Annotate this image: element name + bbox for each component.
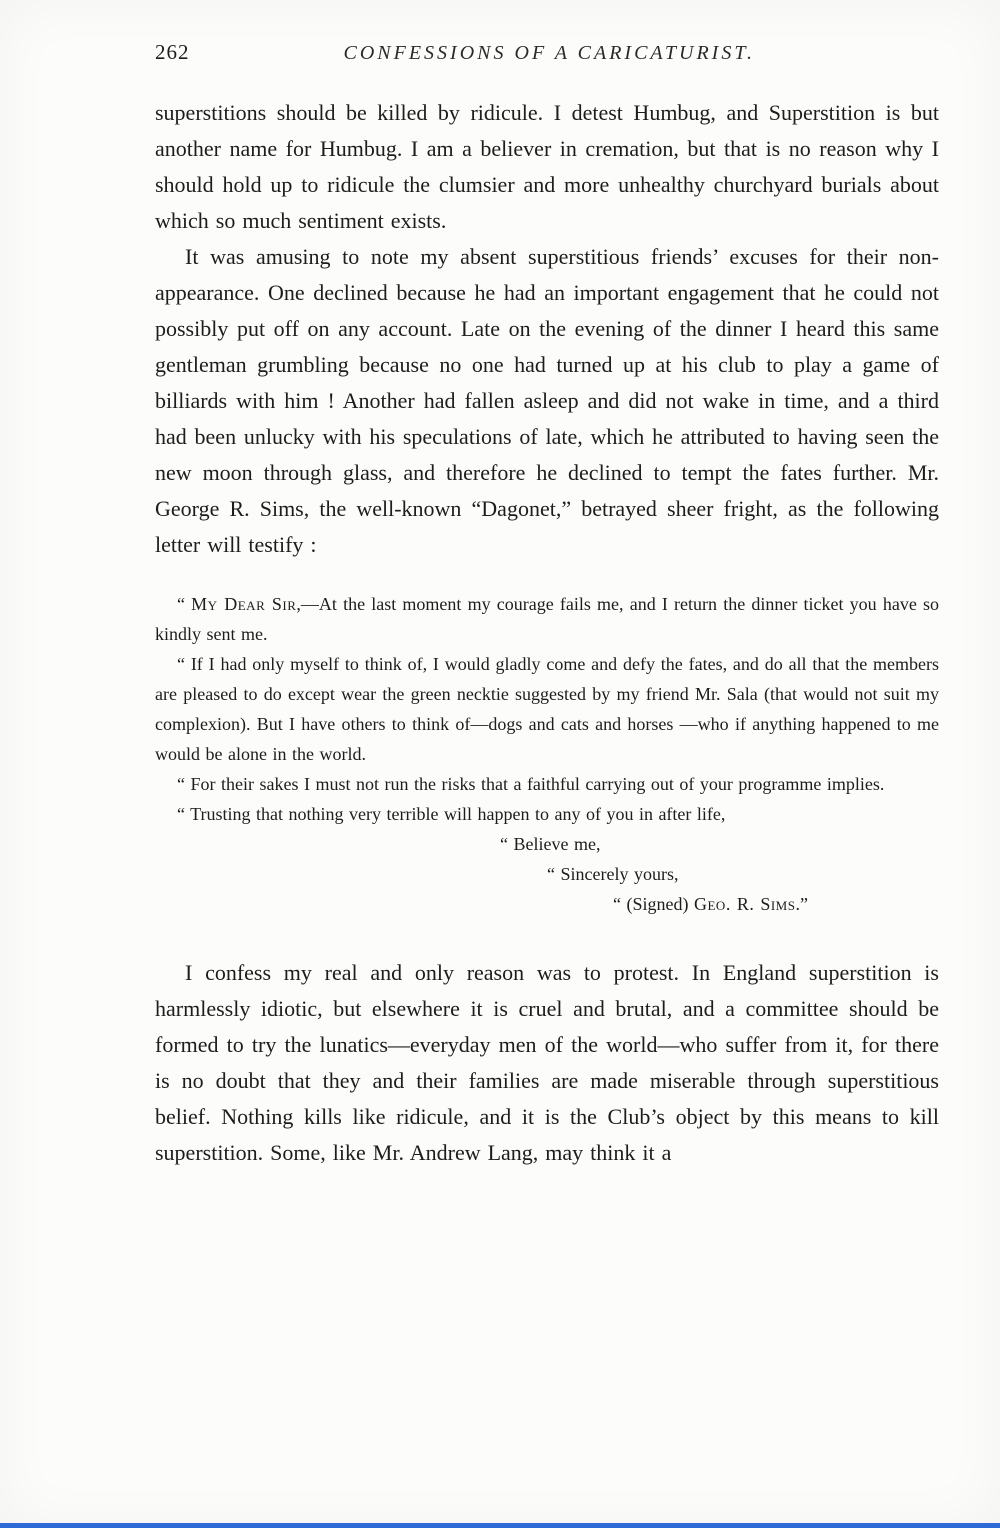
bottom-blue-bar	[0, 1523, 1000, 1528]
letter-paragraph-3: “ For their sakes I must not run the risks that a faithful carrying out of your programme implies.	[177, 774, 885, 794]
letter-valediction-1: “ Believe me,	[500, 834, 601, 854]
signature-prefix: “ (Signed)	[613, 894, 694, 914]
signature-name: Geo. R. Sims	[693, 894, 796, 914]
letter-signature	[155, 889, 939, 919]
page-header	[155, 40, 939, 65]
letter-paragraph-1	[155, 589, 939, 649]
page-content	[155, 40, 939, 1171]
letter-salutation: My Dear Sir	[191, 594, 297, 614]
running-title: CONFESSIONS OF A CARICATURIST.	[343, 42, 755, 64]
letter-open-quote: “	[177, 594, 192, 614]
page-number: 262	[155, 40, 190, 64]
letter-paragraph-4: “ Trusting that nothing very terrible will happen to any of you in after life,	[177, 804, 726, 824]
letter-paragraph-1-text: ,—At the last moment my courage fails me, and I return the dinner ticket you have so kindly sent me.	[155, 594, 939, 644]
body-paragraph-1: superstitions should be killed by ridicule. I detest Humbug, and Superstition is but another name for Humbug. I am a believer in cremation, but that is no reason why I should hold up to ridicule the clumsier and more unhealthy churchyard burials about which so much sentiment exists.	[155, 100, 939, 233]
body-paragraph-2: It was amusing to note my absent superstitious friends’ excuses for their non-appearance. One declined because he had an important engagement that he could not possibly put off on any account. Late on the evening of the dinner I heard this same gentleman grumbling because no one had turned up at his club to play a game of billiards with him ! Another had fallen asleep and did not wake in time, and a third had been unlucky with his speculations of late, which he attributed to having seen the new moon through glass, and therefore he declined to tempt the fates further. Mr. George R. Sims, the well-known “Dagonet,” betrayed sheer fright, as the following letter will testify :	[155, 244, 939, 557]
body-paragraph-3: I confess my real and only reason was to protest. In England superstition is harmlessly idiotic, but elsewhere it is cruel and brutal, and a committee should be formed to try the lunatics—everyday men of the world—who suffer from it, for there is no doubt that they and their families are made miserable through superstitious belief. Nothing kills like ridicule, and it is the Club’s object by this means to kill superstition. Some, like Mr. Andrew Lang, may think it a	[155, 960, 939, 1165]
letter-paragraph-2: “ If I had only myself to think of, I would gladly come and defy the fates, and do all that the members are pleased to do except wear the green necktie suggested by my friend Mr. Sala (that would not suit my complexion). But I have others to think of—dogs and cats and horses —who if anything happened to me would be alone in the world.	[155, 654, 939, 764]
signature-suffix: .”	[795, 894, 808, 914]
quoted-letter	[155, 589, 939, 919]
letter-valediction-2: “ Sincerely yours,	[547, 864, 679, 884]
